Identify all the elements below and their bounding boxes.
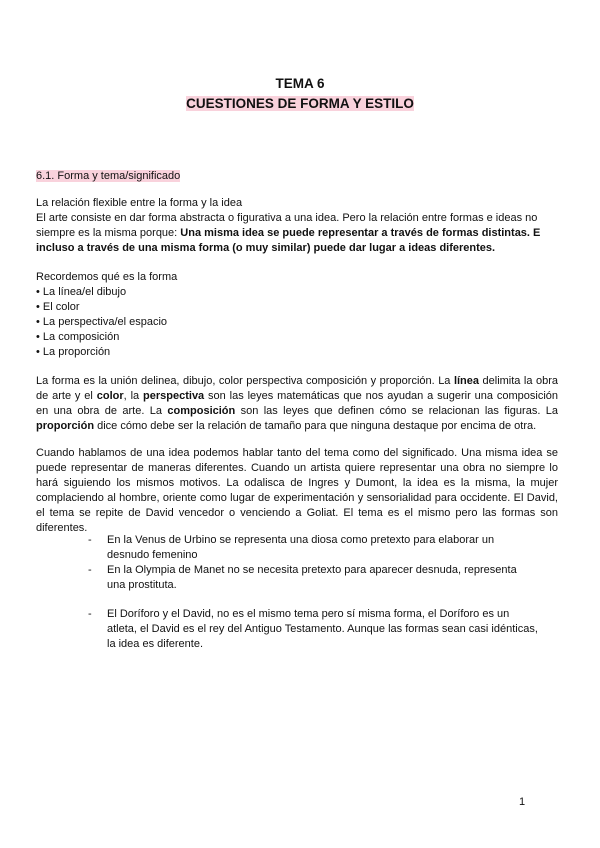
section-heading: [36, 169, 180, 183]
list-item: • La composición: [36, 331, 120, 343]
dash-marker: -: [88, 534, 92, 546]
list-item: • La perspectiva/el espacio: [36, 316, 168, 328]
forma-list-block: [36, 270, 558, 360]
document-title: TEMA 6: [275, 76, 325, 91]
document-subtitle: [0, 94, 600, 114]
example-text: El Doríforo y el David, no es el mismo tema pero sí misma forma, el Doríforo es un atleta, el David es el rey del Antiguo Testamento. Aunque las formas sean casi idénticas, la idea es diferente.: [107, 608, 538, 650]
title-block: [0, 74, 600, 114]
list-item: • La línea/el dibujo: [36, 286, 127, 298]
forma-list-intro: Recordemos qué es la forma: [36, 271, 178, 283]
paragraph-forma-definition: La forma es la unión delinea, dibujo, color perspectiva composición y proporción. La línea delimita la obra de arte y el color, la perspectiva son las leyes matemáticas que nos ayudan a sugerir una composición en una obra de arte. La composición son las leyes que definen cómo se relacionan las figuras. La proporción dice cómo debe ser la relación de tamaño para que ninguna destaque por encima de otra.: [36, 375, 559, 432]
paragraph-forma-idea: [36, 196, 558, 256]
example-text: En la Olympia de Manet no se necesita pretexto para aparecer desnuda, representa una prostituta.: [107, 564, 517, 591]
paragraph-forma-idea-title: La relación flexible entre la forma y la idea: [36, 197, 243, 209]
example-olympia: [88, 563, 538, 593]
example-doriforo-david: [88, 607, 538, 652]
paragraph-forma-idea-body: El arte consiste en dar forma abstracta o figurativa a una idea. Pero la relación entre formas e ideas no siempre es la misma porque: Una misma idea se puede representar a través de formas distintas. E incluso a través de una misma forma (o muy similar) puede dar lugar a ideas diferentes.: [36, 212, 541, 254]
dash-marker: -: [88, 564, 92, 576]
bold-statement: Una misma idea se puede representar a través de formas distintas. E incluso a través de una misma forma (o muy similar) puede dar lugar a ideas diferentes.: [36, 227, 541, 254]
section-heading-text: 6.1. Forma y tema/significado: [36, 170, 181, 182]
list-item: • La proporción: [36, 346, 111, 358]
list-item: • El color: [36, 301, 80, 313]
subtitle-highlight: CUESTIONES DE FORMA Y ESTILO: [186, 96, 414, 111]
dash-marker: -: [88, 608, 92, 620]
example-text: En la Venus de Urbino se representa una diosa como pretexto para elaborar un desnudo femenino: [107, 534, 495, 561]
forma-list: [36, 285, 558, 360]
page-number: 1: [519, 796, 526, 808]
paragraph-idea-tema: Cuando hablamos de una idea podemos hablar tanto del tema como del significado. Una misma idea se puede representar de maneras diferentes. Cuando un artista quiere representar una obra no siempre lo hará siguiendo los mismos motivos. La odalisca de Ingres y Dumont, la idea es la misma, la mujer complaciendo al hombre, oriente como lugar de experimentación y sensorialidad para occidente. El David, el tema se repite de David vencedor o venciendo a Goliat. El tema es el mismo pero las formas son diferentes.: [36, 447, 558, 534]
example-venus: [88, 533, 538, 563]
